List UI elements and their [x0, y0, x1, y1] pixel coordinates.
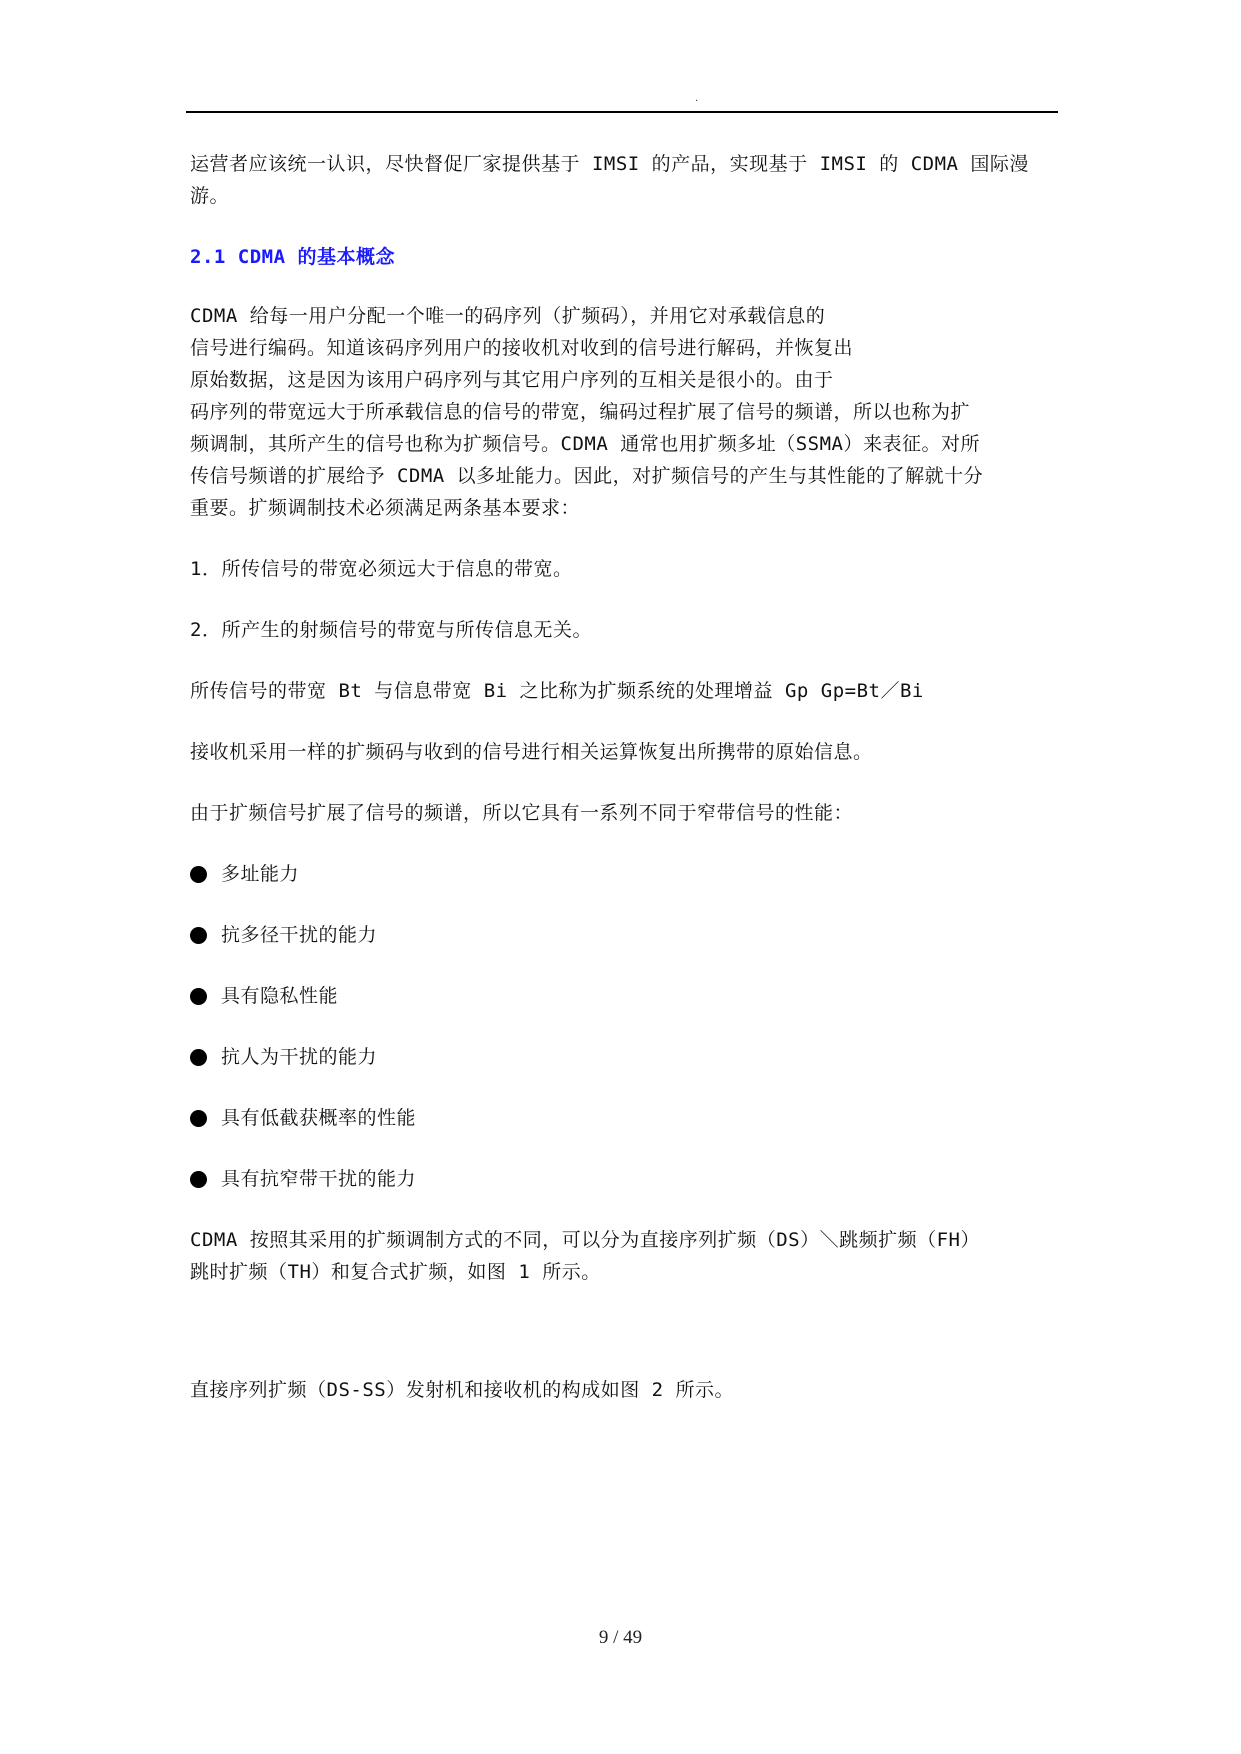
page-content	[190, 148, 1060, 1406]
definition-line: 传信号频谱的扩展给予 CDMA 以多址能力。因此，对扩频信号的产生与其性能的了解就十分	[190, 465, 984, 487]
definition-line: CDMA 给每一用户分配一个唯一的码序列（扩频码），并用它对承载信息的	[190, 305, 826, 327]
list-item-label: 多址能力	[221, 863, 300, 885]
list-item	[190, 1163, 1060, 1195]
bullet-icon	[190, 866, 207, 883]
processing-gain-paragraph: 所传信号的带宽 Bt 与信息带宽 Bi 之比称为扩频系统的处理增益 Gp Gp=Bt／Bi	[190, 680, 924, 702]
list-item	[190, 919, 1060, 951]
intro-line: 游。	[190, 185, 230, 207]
dsss-paragraph: 直接序列扩频（DS-SS）发射机和接收机的构成如图 2 所示。	[190, 1379, 735, 1401]
header-rule	[186, 111, 1058, 113]
methods-paragraph	[190, 1224, 1060, 1288]
receiver-paragraph: 接收机采用一样的扩频码与收到的信号进行相关运算恢复出所携带的原始信息。	[190, 741, 873, 763]
requirement-1: 1．所传信号的带宽必须远大于信息的带宽。	[190, 558, 573, 580]
list-item-label: 具有低截获概率的性能	[221, 1107, 417, 1129]
definition-line: 原始数据，这是因为该用户码序列与其它用户序列的互相关是很小的。由于	[190, 369, 834, 391]
definition-line: 信号进行编码。知道该码序列用户的接收机对收到的信号进行解码，并恢复出	[190, 337, 854, 359]
list-item-label: 抗人为干扰的能力	[221, 1046, 378, 1068]
list-item-label: 具有隐私性能	[221, 985, 339, 1007]
header-mark: .	[695, 93, 699, 104]
bullet-icon	[190, 988, 207, 1005]
list-item-label: 抗多径干扰的能力	[221, 924, 378, 946]
requirement-2: 2．所产生的射频信号的带宽与所传信息无关。	[190, 619, 592, 641]
bullet-icon	[190, 1049, 207, 1066]
definition-paragraph	[190, 300, 1060, 524]
properties-list	[190, 858, 1060, 1195]
list-item	[190, 980, 1060, 1012]
intro-paragraph	[190, 148, 1060, 212]
page-number: 9 / 49	[598, 1627, 643, 1648]
list-item	[190, 1102, 1060, 1134]
bullet-icon	[190, 927, 207, 944]
list-item	[190, 1041, 1060, 1073]
methods-line: 跳时扩频（TH）和复合式扩频，如图 1 所示。	[190, 1261, 601, 1283]
methods-line: CDMA 按照其采用的扩频调制方式的不同，可以分为直接序列扩频（DS）＼跳频扩频（FH）	[190, 1229, 980, 1251]
bullet-icon	[190, 1171, 207, 1188]
bullet-icon	[190, 1110, 207, 1127]
list-item-label: 具有抗窄带干扰的能力	[221, 1168, 417, 1190]
definition-line: 码序列的带宽远大于所承载信息的信号的带宽，编码过程扩展了信号的频谱，所以也称为扩	[190, 401, 971, 423]
list-item	[190, 858, 1060, 890]
properties-intro: 由于扩频信号扩展了信号的频谱，所以它具有一系列不同于窄带信号的性能：	[190, 802, 854, 824]
definition-line: 重要。扩频调制技术必须满足两条基本要求：	[190, 497, 581, 519]
definition-line: 频调制，其所产生的信号也称为扩频信号。CDMA 通常也用扩频多址（SSMA）来表征。对所	[190, 433, 980, 455]
section-heading: 2.1 CDMA 的基本概念	[190, 246, 395, 268]
intro-line: 运营者应该统一认识，尽快督促厂家提供基于 IMSI 的产品，实现基于 IMSI 的 CDMA 国际漫	[190, 153, 1029, 175]
